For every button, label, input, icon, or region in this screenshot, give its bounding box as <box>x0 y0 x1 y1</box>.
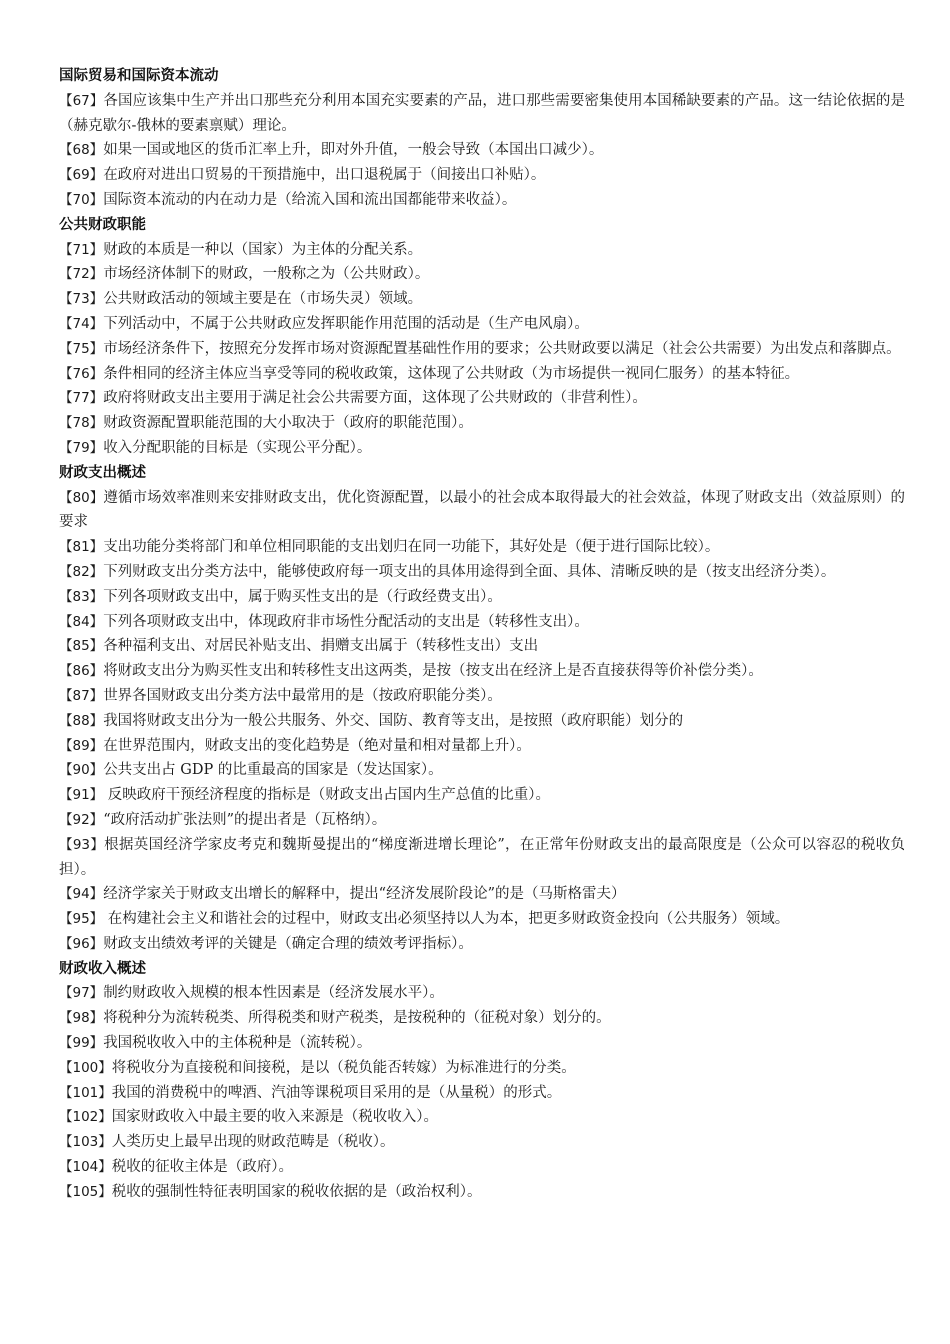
list-item <box>59 808 905 833</box>
item-text: 我国的消费税中的啤酒、汽油等课税项目采用的是（从量税）的形式。 <box>111 1084 562 1101</box>
item-text: 财政的本质是一种以（国家）为主体的分配关系。 <box>103 241 423 258</box>
list-item <box>59 610 905 635</box>
item-text: 收入分配职能的目标是（实现公平分配）。 <box>103 439 372 456</box>
list-item <box>59 89 905 139</box>
item-text: 市场经济条件下，按照充分发挥市场对资源配置基础性作用的要求；公共财政要以满足（社会公共需要）为出发点和落脚点。 <box>103 340 901 357</box>
item-number: 【72】 <box>59 266 104 283</box>
item-number: 【99】 <box>59 1035 104 1052</box>
item-number: 【75】 <box>59 340 104 357</box>
item-text: 如果一国或地区的货币汇率上升，即对外升值，一般会导致（本国出口减少）。 <box>103 142 604 159</box>
item-number: 【69】 <box>59 167 104 184</box>
item-number: 【70】 <box>59 191 104 208</box>
section-heading: 财政收入概述 <box>59 960 146 977</box>
item-number: 【86】 <box>59 663 104 680</box>
item-number: 【76】 <box>59 365 104 382</box>
item-number: 【67】 <box>59 92 104 109</box>
item-text: 下列各项财政支出中，体现政府非市场性分配活动的支出是（转移性支出）。 <box>103 613 589 630</box>
item-number: 【84】 <box>59 613 104 630</box>
item-text: 遵循市场效率准则来安排财政支出，优化资源配置，以最小的社会成本取得最大的社会效益，体现了财政支出（效益原则）的要求 <box>59 489 905 531</box>
item-number: 【82】 <box>59 563 104 580</box>
list-item <box>59 1031 905 1056</box>
item-number: 【78】 <box>59 415 104 432</box>
item-number: 【68】 <box>59 142 104 159</box>
item-text: 国家财政收入中最主要的收入来源是（税收收入）。 <box>111 1109 439 1126</box>
item-text: 在政府对进出口贸易的干预措施中，出口退税属于（间接出口补贴）。 <box>103 167 546 184</box>
item-number: 【83】 <box>59 588 104 605</box>
item-number: 【93】 <box>59 836 105 853</box>
item-number: 【80】 <box>59 489 104 506</box>
list-item <box>59 1006 905 1031</box>
item-number: 【77】 <box>59 390 104 407</box>
list-item <box>59 783 905 808</box>
list-item <box>59 585 905 610</box>
list-item <box>59 932 905 957</box>
list-item <box>59 1130 905 1155</box>
item-text: 支出功能分类将部门和单位相同职能的支出划归在同一功能下，其好处是（便于进行国际比较）。 <box>103 539 720 556</box>
item-text: 公共支出占 GDP 的比重最高的国家是（发达国家）。 <box>103 762 443 779</box>
item-number: 【100】 <box>59 1059 112 1076</box>
item-text: 公共财政活动的领域主要是在（市场失灵）领域。 <box>103 291 423 308</box>
item-text: 世界各国财政支出分类方法中最常用的是（按政府职能分类）。 <box>103 687 502 704</box>
section-heading: 财政支出概述 <box>59 464 146 481</box>
item-text: 根据英国经济学家皮考克和魏斯曼提出的“梯度渐进增长理论”，在正常年份财政支出的最高限度是（公众可以容忍的税收负担）。 <box>59 836 905 878</box>
list-item <box>59 1155 905 1180</box>
list-item <box>59 163 905 188</box>
list-item <box>59 634 905 659</box>
item-number: 【87】 <box>59 687 104 704</box>
item-text: 人类历史上最早出现的财政范畴是（税收）。 <box>111 1134 395 1151</box>
list-item <box>59 362 905 387</box>
item-number: 【85】 <box>59 638 104 655</box>
list-item <box>59 981 905 1006</box>
item-number: 【95】 <box>59 911 104 928</box>
item-text: 下列活动中，不属于公共财政应发挥职能作用范围的活动是（生产电风扇）。 <box>103 315 589 332</box>
item-number: 【89】 <box>59 737 104 754</box>
list-item <box>59 659 905 684</box>
item-text: 税收的征收主体是（政府）。 <box>111 1159 294 1176</box>
list-item <box>59 287 905 312</box>
item-number: 【90】 <box>59 762 104 779</box>
item-number: 【96】 <box>59 935 104 952</box>
item-text: 反映政府干预经济程度的指标是（财政支出占国内生产总值的比重）。 <box>103 787 551 804</box>
item-text: 将税收分为直接税和间接税，是以（税负能否转嫁）为标准进行的分类。 <box>111 1059 576 1076</box>
item-number: 【79】 <box>59 439 104 456</box>
item-text: 经济学家关于财政支出增长的解释中，提出“经济发展阶段论”的是（马斯格雷夫） <box>103 886 626 903</box>
item-text: 各国应该集中生产并出口那些充分利用本国充实要素的产品，进口那些需要密集使用本国稀缺要素的产品。这一结论依据的是（赫克歇尔-俄林的要素禀赋）理论。 <box>59 92 905 134</box>
item-number: 【105】 <box>59 1183 112 1200</box>
item-number: 【103】 <box>59 1134 112 1151</box>
list-item <box>59 907 905 932</box>
list-item <box>59 684 905 709</box>
item-text: 各种福利支出、对居民补贴支出、捐赠支出属于（转移性支出）支出 <box>103 638 539 655</box>
item-text: 下列各项财政支出中，属于购买性支出的是（行政经费支出）。 <box>103 588 502 605</box>
item-number: 【74】 <box>59 315 104 332</box>
item-number: 【71】 <box>59 241 104 258</box>
list-item <box>59 312 905 337</box>
item-text: 财政支出绩效考评的关键是（确定合理的绩效考评指标）。 <box>103 935 473 952</box>
list-item <box>59 486 905 536</box>
list-item <box>59 238 905 263</box>
item-text: “政府活动扩张法则”的提出者是（瓦格纳）。 <box>103 811 387 828</box>
item-number: 【91】 <box>59 787 104 804</box>
item-text: 下列财政支出分类方法中，能够使政府每一项支出的具体用途得到全面、具体、清晰反映的是（按支出经济分类）。 <box>103 563 836 580</box>
item-text: 我国税收收入中的主体税种是（流转税）。 <box>103 1035 372 1052</box>
list-item <box>59 882 905 907</box>
section-heading: 公共财政职能 <box>59 216 146 233</box>
item-text: 将税种分为流转税类、所得税类和财产税类，是按税种的（征税对象）划分的。 <box>103 1010 611 1027</box>
item-number: 【88】 <box>59 712 104 729</box>
item-text: 制约财政收入规模的根本性因素是（经济发展水平）。 <box>103 985 444 1002</box>
item-text: 税收的强制性特征表明国家的税收依据的是（政治权利）。 <box>111 1183 482 1200</box>
document-page <box>59 64 905 1205</box>
list-item <box>59 535 905 560</box>
list-item <box>59 262 905 287</box>
item-number: 【104】 <box>59 1159 112 1176</box>
item-text: 将财政支出分为购买性支出和转移性支出这两类，是按（按支出在经济上是否直接获得等价补偿分类）。 <box>103 663 763 680</box>
list-item <box>59 833 905 883</box>
list-item <box>59 386 905 411</box>
item-number: 【98】 <box>59 1010 104 1027</box>
item-text: 政府将财政支出主要用于满足社会公共需要方面，这体现了公共财政的（非营利性）。 <box>103 390 647 407</box>
item-text: 国际资本流动的内在动力是（给流入国和流出国都能带来收益）。 <box>103 191 517 208</box>
list-item <box>59 337 905 362</box>
item-number: 【92】 <box>59 811 104 828</box>
list-item <box>59 188 905 213</box>
list-item <box>59 758 905 783</box>
item-text: 财政资源配置职能范围的大小取决于（政府的职能范围）。 <box>103 415 473 432</box>
list-item <box>59 138 905 163</box>
list-item <box>59 1105 905 1130</box>
section-heading: 国际贸易和国际资本流动 <box>59 68 219 84</box>
list-item <box>59 411 905 436</box>
list-item <box>59 436 905 461</box>
list-item <box>59 1056 905 1081</box>
list-item <box>59 1180 905 1205</box>
list-item <box>59 1081 905 1106</box>
item-number: 【97】 <box>59 985 104 1002</box>
item-number: 【102】 <box>59 1109 112 1126</box>
list-item <box>59 560 905 585</box>
item-number: 【73】 <box>59 291 104 308</box>
list-item <box>59 709 905 734</box>
item-text: 我国将财政支出分为一般公共服务、外交、国防、教育等支出，是按照（政府职能）划分的 <box>103 712 684 729</box>
item-text: 条件相同的经济主体应当享受等同的税收政策，这体现了公共财政（为市场提供一视同仁服务）的基本特征。 <box>103 365 800 382</box>
item-text: 市场经济体制下的财政，一般称之为（公共财政）。 <box>103 266 430 283</box>
item-text: 在世界范围内，财政支出的变化趋势是（绝对量和相对量都上升）。 <box>103 737 531 754</box>
list-item <box>59 734 905 759</box>
item-number: 【81】 <box>59 539 104 556</box>
item-text: 在构建社会主义和谐社会的过程中，财政支出必须坚持以人为本，把更多财政资金投向（公共服务）领域。 <box>103 911 790 928</box>
item-number: 【101】 <box>59 1084 112 1101</box>
item-number: 【94】 <box>59 886 104 903</box>
